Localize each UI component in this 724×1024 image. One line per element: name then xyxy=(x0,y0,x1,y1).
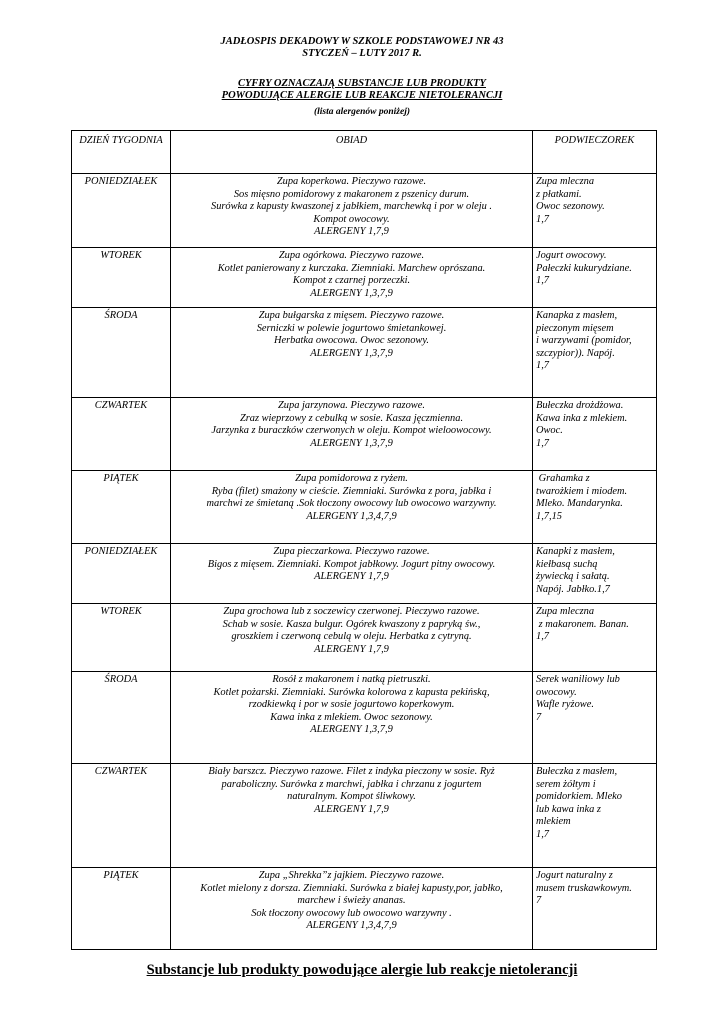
podwieczorek-line: lub kawa inka z xyxy=(536,803,601,815)
podwieczorek-line: Mleko. Mandarynka. xyxy=(536,498,623,509)
header-obiad: OBIAD xyxy=(171,131,533,174)
obiad-line: rzodkiewką i por w sosie jogurtowo koperkowym. xyxy=(248,699,455,710)
obiad-cell xyxy=(171,471,533,544)
podwieczorek-line: 1,7,15 xyxy=(536,510,562,522)
table-row xyxy=(72,174,657,248)
podwieczorek-cell xyxy=(533,604,657,672)
obiad-line: Sos mięsno pomidorowy z makaronem z pszenicy durum. xyxy=(233,188,470,200)
allergen-note-line-1: CYFRY OZNACZAJĄ SUBSTANCJE LUB PRODUKTY xyxy=(238,78,486,89)
podwieczorek-line: 1,7 xyxy=(536,631,549,642)
podwieczorek-line: Owoc. xyxy=(536,425,563,436)
podwieczorek-line: Kanapki z masłem, xyxy=(536,546,615,557)
allergen-note-line-2: POWODUJĄCE ALERGIE LUB REAKCJE NIETOLERANCJI xyxy=(221,90,503,101)
obiad-line: groszkiem i czerwoną cebulą w oleju. Herbatka z cytryną. xyxy=(231,631,472,642)
podwieczorek-cell xyxy=(533,248,657,308)
podwieczorek-cell xyxy=(533,398,657,471)
obiad-line: Kotlet pożarski. Ziemniaki. Surówka kolorowa z kapusta pekińską, xyxy=(213,686,490,698)
table-row xyxy=(72,308,657,398)
podwieczorek-line: pomidorkiem. Mleko xyxy=(536,791,622,802)
podwieczorek-line: Kawa inka z mlekiem. xyxy=(536,412,628,424)
podwieczorek-line: Zupa mleczna xyxy=(536,176,595,187)
header-day: DZIEŃ TYGODNIA xyxy=(72,131,171,174)
obiad-cell xyxy=(171,764,533,868)
podwieczorek-line: mlekiem xyxy=(536,816,571,827)
obiad-line: Kompot owocowy. xyxy=(313,213,390,225)
podwieczorek-line: pieczonym mięsem xyxy=(536,322,614,334)
podwieczorek-cell xyxy=(533,308,657,398)
obiad-line: ALERGENY 1,3,7,9 xyxy=(310,347,393,359)
obiad-line: ALERGENY 1,3,4,7,9 xyxy=(306,920,397,931)
podwieczorek-line: z makaronem. Banan. xyxy=(536,618,629,630)
day-cell: PONIEDZIAŁEK xyxy=(72,544,171,604)
podwieczorek-line: 7 xyxy=(536,711,542,723)
obiad-line: ALERGENY 1,7,9 xyxy=(314,643,389,655)
podwieczorek-line: twarożkiem i miodem. xyxy=(536,485,628,497)
title-line-2: STYCZEŃ – LUTY 2017 R. xyxy=(302,48,422,59)
podwieczorek-line: i warzywami (pomidor, xyxy=(536,335,632,346)
title-line-1: JADŁOSPIS DEKADOWY W SZKOLE PODSTAWOWEJ NR 43 xyxy=(220,36,504,47)
obiad-line: ALERGENY 1,3,7,9 xyxy=(310,287,393,299)
table-row xyxy=(72,868,657,950)
obiad-line: Bigos z mięsem. Ziemniaki. Kompot jabłkowy. Jogurt pitny owocowy. xyxy=(207,558,496,570)
obiad-line: ALERGENY 1,7,9 xyxy=(314,226,389,237)
podwieczorek-line: 1,7 xyxy=(536,275,549,286)
obiad-line: Zupa ogórkowa. Pieczywo razowe. xyxy=(278,250,425,261)
podwieczorek-cell xyxy=(533,672,657,764)
podwieczorek-line: Owoc sezonowy. xyxy=(536,201,605,212)
podwieczorek-line: 1,7 xyxy=(536,828,549,840)
podwieczorek-line: szczypior)). Napój. xyxy=(536,347,615,359)
podwieczorek-line: Pałeczki kukurydziane. xyxy=(536,262,632,274)
table-row xyxy=(72,764,657,868)
obiad-cell xyxy=(171,308,533,398)
menu-body xyxy=(72,174,657,950)
podwieczorek-line: 1,7 xyxy=(536,437,549,449)
day-cell: ŚRODA xyxy=(72,308,171,398)
obiad-line: Kotlet panierowany z kurczaka. Ziemniaki. Marchew oprószana. xyxy=(217,262,486,274)
podwieczorek-line: Bułeczka z masłem, xyxy=(536,766,618,777)
podwieczorek-line: z płatkami. xyxy=(536,188,582,200)
obiad-cell xyxy=(171,248,533,308)
obiad-line: Serniczki w polewie jogurtowo śmietankowej. xyxy=(256,322,447,334)
podwieczorek-line: żywiecką i sałatą. xyxy=(536,571,610,582)
podwieczorek-line: Napój. Jabłko.1,7 xyxy=(536,583,610,595)
podwieczorek-cell xyxy=(533,174,657,248)
podwieczorek-line: Jogurt naturalny z xyxy=(536,870,613,881)
table-row xyxy=(72,544,657,604)
day-cell: PIĄTEK xyxy=(72,471,171,544)
obiad-line: ALERGENY 1,3,4,7,9 xyxy=(306,510,397,522)
podwieczorek-line: Grahamka z xyxy=(536,473,590,484)
header-podwieczorek: PODWIECZOREK xyxy=(533,131,657,174)
podwieczorek-line: 7 xyxy=(536,895,542,906)
obiad-line: Zupa grochowa lub z soczewicy czerwonej. Pieczywo razowe. xyxy=(223,606,480,617)
obiad-line: Zupa koperkowa. Pieczywo razowe. xyxy=(276,176,427,187)
obiad-cell xyxy=(171,174,533,248)
obiad-line: marchwi ze śmietaną .Sok tłoczony owocowy lub owocowo warzywny. xyxy=(206,498,497,509)
obiad-line: Ryba (filet) smażony w cieście. Ziemniaki. Surówka z pora, jabłka i xyxy=(211,485,492,497)
day-cell: CZWARTEK xyxy=(72,764,171,868)
obiad-line: Rosół z makaronem i natką pietruszki. xyxy=(272,674,431,685)
obiad-line: marchew i świeży ananas. xyxy=(297,895,406,906)
obiad-line: paraboliczny. Surówka z marchwi, jabłka i chrzanu z jogurtem xyxy=(221,778,482,790)
podwieczorek-line: Kanapka z masłem, xyxy=(536,310,618,321)
obiad-cell xyxy=(171,672,533,764)
table-row xyxy=(72,672,657,764)
obiad-line: Kotlet mielony z dorsza. Ziemniaki. Surówka z białej kapusty,por, jabłko, xyxy=(200,882,503,894)
obiad-line: Zupa bułgarska z mięsem. Pieczywo razowe. xyxy=(258,310,445,321)
obiad-line: Zupa pomidorowa z ryżem. xyxy=(295,473,408,484)
obiad-line: Jarzynka z buraczków czerwonych w oleju. Kompot wieloowocowy. xyxy=(211,425,492,436)
table-row xyxy=(72,604,657,672)
podwieczorek-line: serem żółtym i xyxy=(536,778,596,790)
obiad-line: Zupa „Shrekka”z jajkiem. Pieczywo razowe. xyxy=(258,870,445,881)
obiad-line: Zupa jarzynowa. Pieczywo razowe. xyxy=(278,400,425,411)
obiad-cell xyxy=(171,868,533,950)
obiad-cell xyxy=(171,604,533,672)
podwieczorek-line: owocowy. xyxy=(536,686,577,698)
obiad-cell xyxy=(171,544,533,604)
podwieczorek-line: 1,7 xyxy=(536,213,549,225)
obiad-line: ALERGENY 1,3,7,9 xyxy=(310,437,393,449)
podwieczorek-line: Wafle ryżowe. xyxy=(536,699,594,710)
table-row xyxy=(72,248,657,308)
allergen-note xyxy=(0,78,724,102)
obiad-line: ALERGENY 1,3,7,9 xyxy=(310,724,393,735)
allergen-list-note: (lista alergenów poniżej) xyxy=(313,107,411,117)
podwieczorek-line: musem truskawkowym. xyxy=(536,882,632,894)
day-cell: CZWARTEK xyxy=(72,398,171,471)
podwieczorek-cell xyxy=(533,764,657,868)
obiad-line: Zupa pieczarkowa. Pieczywo razowe. xyxy=(273,546,430,557)
podwieczorek-line: Zupa mleczna xyxy=(536,606,595,617)
day-cell: WTOREK xyxy=(72,248,171,308)
table-header-row xyxy=(72,131,657,174)
day-cell: WTOREK xyxy=(72,604,171,672)
obiad-line: Kawa inka z mlekiem. Owoc sezonowy. xyxy=(270,711,433,723)
table-row xyxy=(72,398,657,471)
day-cell: PIĄTEK xyxy=(72,868,171,950)
podwieczorek-line: Bułeczka drożdżowa. xyxy=(536,400,624,411)
table-row xyxy=(72,471,657,544)
menu-table xyxy=(71,130,657,950)
obiad-line: ALERGENY 1,7,9 xyxy=(314,571,389,582)
obiad-line: Herbatka owocowa. Owoc sezonowy. xyxy=(274,335,429,346)
obiad-cell xyxy=(171,398,533,471)
podwieczorek-line: Serek waniliowy lub xyxy=(536,674,620,685)
obiad-line: Kompot z czarnej porzeczki. xyxy=(292,275,411,286)
obiad-line: Schab w sosie. Kasza bulgur. Ogórek kwaszony z papryką św., xyxy=(222,618,481,630)
allergen-section-heading: Substancje lub produkty powodujące alergie lub reakcje nietolerancji xyxy=(146,962,578,978)
podwieczorek-line: Jogurt owocowy. xyxy=(536,250,607,261)
obiad-line: naturalnym. Kompot śliwkowy. xyxy=(287,791,416,802)
podwieczorek-cell xyxy=(533,544,657,604)
podwieczorek-cell xyxy=(533,471,657,544)
obiad-line: Biały barszcz. Pieczywo razowe. Filet z indyka pieczony w sosie. Ryż xyxy=(208,766,495,777)
podwieczorek-line: kiełbasą suchą xyxy=(536,558,598,570)
obiad-line: Zraz wieprzowy z cebulką w sosie. Kasza jęczmienna. xyxy=(239,412,464,424)
podwieczorek-line: 1,7 xyxy=(536,360,549,371)
obiad-line: Sok tłoczony owocowy lub owocowo warzywny . xyxy=(251,907,452,919)
podwieczorek-cell xyxy=(533,868,657,950)
obiad-line: ALERGENY 1,7,9 xyxy=(314,803,389,815)
day-cell: ŚRODA xyxy=(72,672,171,764)
obiad-line: Surówka z kapusty kwaszonej z jabłkiem, marchewką i por w oleju . xyxy=(211,201,492,212)
day-cell: PONIEDZIAŁEK xyxy=(72,174,171,248)
document-title xyxy=(0,36,724,60)
